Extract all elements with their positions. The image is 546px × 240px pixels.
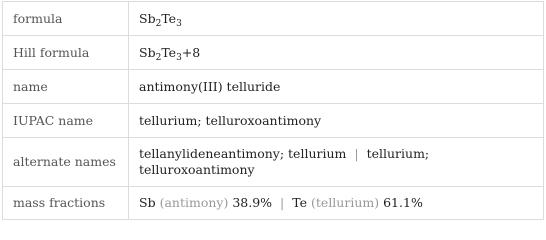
hill-formula-value bbox=[129, 36, 544, 70]
table-row-iupac-name bbox=[3, 104, 544, 138]
formula-subscript-te: 3 bbox=[176, 18, 182, 29]
hill-element-sb: Sb bbox=[139, 44, 156, 60]
name-label: name bbox=[3, 70, 129, 104]
hill-subscript-te: 3 bbox=[176, 52, 182, 63]
alternate-names-label: alternate names bbox=[3, 138, 129, 187]
alternate-name-2-continuation: telluroxoantimony bbox=[139, 162, 255, 177]
mass-fractions-label: mass fractions bbox=[3, 187, 129, 220]
iupac-name-label: IUPAC name bbox=[3, 104, 129, 138]
table-row-alternate-names bbox=[3, 138, 544, 187]
formula-element-sb: Sb bbox=[139, 10, 156, 26]
alternate-names-value bbox=[129, 138, 544, 187]
hill-element-te: Te bbox=[161, 44, 177, 60]
hill-subscript-sb: 2 bbox=[155, 52, 162, 63]
hill-charge: +8 bbox=[181, 44, 201, 60]
hill-formula-label: Hill formula bbox=[3, 36, 129, 70]
iupac-name-value: tellurium; telluroxoantimony bbox=[129, 104, 544, 138]
table-row-formula bbox=[3, 2, 544, 36]
formula-element-te: Te bbox=[161, 10, 177, 26]
mass-fraction-sb-element: (antimony) bbox=[159, 195, 229, 210]
formula-subscript-sb: 2 bbox=[155, 18, 162, 29]
table-row-name bbox=[3, 70, 544, 104]
mass-fractions-separator: | bbox=[280, 195, 285, 210]
formula-value bbox=[129, 2, 544, 36]
alternate-names-separator: | bbox=[354, 146, 359, 161]
table-row-mass-fractions bbox=[3, 187, 544, 220]
mass-fractions-value bbox=[129, 187, 544, 220]
mass-fraction-te-element: (tellurium) bbox=[311, 195, 380, 210]
properties-table bbox=[2, 1, 544, 220]
mass-fraction-te-percent: 61.1% bbox=[383, 195, 423, 210]
formula-label: formula bbox=[3, 2, 129, 36]
alternate-name-2: tellurium; bbox=[366, 146, 430, 161]
alternate-name-1: tellanylideneantimony; tellurium bbox=[139, 146, 347, 161]
table-row-hill-formula bbox=[3, 36, 544, 70]
mass-fraction-te-symbol: Te bbox=[292, 195, 308, 210]
mass-fraction-sb-symbol: Sb bbox=[139, 195, 156, 210]
name-value: antimony(III) telluride bbox=[129, 70, 544, 104]
mass-fraction-sb-percent: 38.9% bbox=[232, 195, 273, 210]
